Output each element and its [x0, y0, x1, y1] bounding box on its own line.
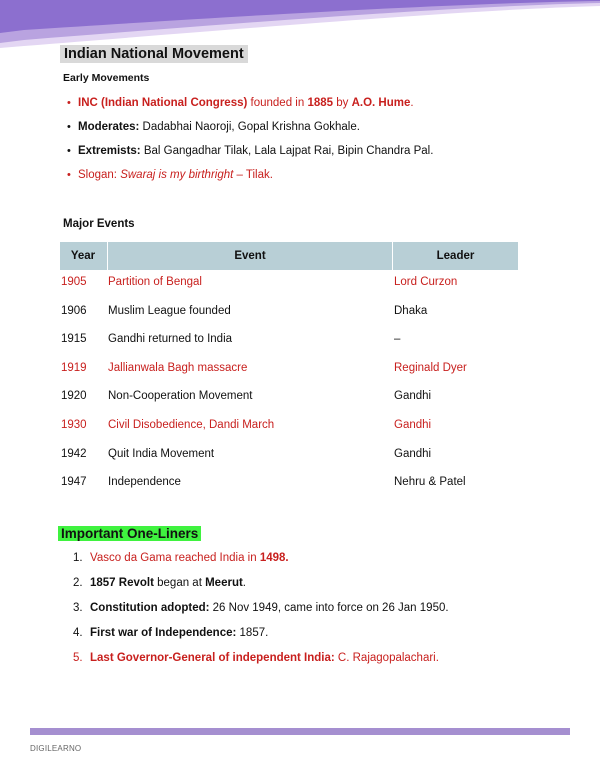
text-segment: Bal Gangadhar Tilak, Lala Lajpat Rai, Bipin Chandra Pal. [140, 145, 434, 157]
text-segment: . [410, 97, 414, 109]
early-movement-item [67, 95, 433, 119]
bullet-icon: • [67, 169, 71, 181]
footer-brand: DIGILEARNO [30, 744, 82, 753]
list-number: 4. [73, 627, 83, 639]
one-liner-item [73, 575, 449, 600]
text-segment: Moderates: [78, 121, 140, 133]
one-liner-item [73, 550, 449, 575]
early-movement-item [67, 143, 434, 167]
early-movements-heading: Early Movements [63, 72, 150, 84]
text-segment: Vasco da Gama reached India in [90, 552, 260, 564]
cell-year: 1905 [61, 276, 87, 288]
text-segment: C. Rajagopalachari. [334, 652, 439, 664]
cell-event: Partition of Bengal [108, 276, 202, 288]
cell-leader: Dhaka [394, 304, 428, 317]
text-segment: Meerut [205, 577, 243, 589]
one-liners-list [73, 550, 449, 675]
cell-year: 1919 [61, 361, 87, 374]
cell-leader: Nehru & Patel [394, 476, 466, 489]
early-movement-item [67, 119, 433, 143]
cell-event: Non-Cooperation Movement [108, 390, 253, 403]
one-liners-heading: Important One-Liners [58, 526, 201, 541]
text-segment: founded in [247, 97, 308, 109]
cell-leader: Lord Curzon [394, 276, 458, 288]
column-header-year: Year [70, 250, 96, 262]
table-row [60, 385, 518, 413]
text-segment: Extremists: [78, 145, 141, 157]
cell-year: 1915 [61, 333, 87, 346]
text-segment: Constitution adopted: [90, 602, 210, 614]
early-movement-item [67, 167, 433, 191]
text-segment: – Tilak. [233, 169, 273, 181]
cell-event: Independence [108, 476, 181, 489]
list-number: 1. [73, 552, 83, 564]
cell-leader: Gandhi [394, 390, 432, 403]
bullet-icon: • [67, 145, 71, 157]
text-segment: 1857 Revolt [90, 577, 154, 589]
page-title: Indian National Movement [60, 45, 248, 63]
column-header-leader: Leader [436, 250, 475, 262]
text-segment: First war of Independence: [90, 627, 237, 639]
cell-event: Gandhi returned to India [108, 333, 233, 346]
text-segment: 26 Nov 1949, came into force on 26 Jan 1950. [209, 602, 449, 614]
cell-year: 1906 [61, 304, 87, 317]
table-row [60, 357, 518, 385]
list-number: 5. [73, 652, 83, 664]
cell-event: Muslim League founded [108, 304, 231, 317]
table-row [60, 328, 518, 356]
cell-year: 1930 [61, 419, 87, 431]
text-segment: Slogan: [78, 169, 121, 181]
cell-leader: Gandhi [394, 447, 432, 460]
cell-leader: Reginald Dyer [394, 361, 467, 374]
one-liner-item [73, 625, 449, 650]
table-row [60, 414, 518, 442]
cell-event: Jallianwala Bagh massacre [108, 361, 248, 374]
table-row [60, 443, 518, 471]
text-segment: Dadabhai Naoroji, Gopal Krishna Gokhale. [139, 121, 360, 133]
text-segment: 1498. [259, 552, 289, 564]
text-segment: Last Governor-General of independent India: [90, 652, 335, 664]
cell-year: 1947 [61, 476, 87, 489]
text-segment: 1885 [307, 97, 334, 109]
text-segment: INC (Indian National Congress) [78, 97, 248, 109]
cell-event: Quit India Movement [108, 447, 215, 460]
one-liner-item [73, 650, 449, 675]
cell-year: 1942 [61, 447, 87, 460]
cell-event: Civil Disobedience, Dandi March [108, 419, 275, 431]
events-table-header [60, 242, 518, 270]
text-segment: by [333, 97, 352, 109]
table-row [60, 271, 518, 299]
text-segment: 1857. [236, 627, 269, 639]
cell-leader: Gandhi [394, 419, 432, 431]
table-row [60, 471, 518, 499]
list-number: 3. [73, 602, 83, 614]
text-segment: A.O. Hume [351, 97, 411, 109]
early-movements-list [67, 95, 434, 191]
bullet-icon: • [67, 97, 71, 109]
list-number: 2. [73, 577, 83, 589]
cell-leader: – [394, 333, 401, 346]
column-header-event: Event [107, 242, 393, 270]
table-row [60, 300, 518, 328]
footer-band [30, 728, 570, 735]
major-events-heading: Major Events [63, 218, 135, 230]
header-wave-band [0, 0, 600, 50]
text-segment: . [242, 577, 246, 589]
bullet-icon: • [67, 121, 71, 133]
one-liner-item [73, 600, 449, 625]
text-segment: began at [153, 577, 206, 589]
text-segment: Swaraj is my birthright [120, 169, 234, 181]
cell-year: 1920 [61, 390, 87, 403]
